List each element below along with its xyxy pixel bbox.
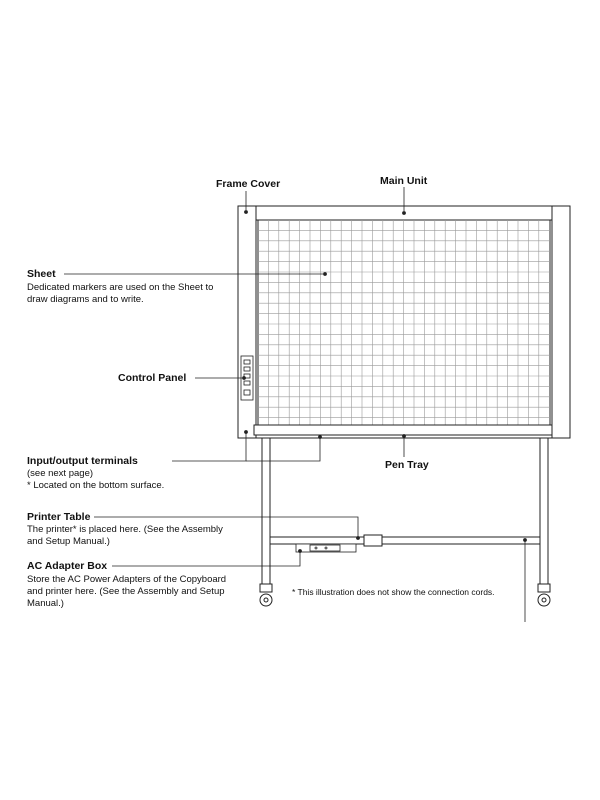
printer-table-description-line-2: and Setup Manual.) xyxy=(27,536,110,547)
printer-table-description-line-1: The printer* is placed here. (See the Assembly xyxy=(27,524,223,535)
ac-adapter-box-description-line-2: and printer here. (See the Assembly and Setup xyxy=(27,586,225,597)
pen-tray-label: Pen Tray xyxy=(385,459,429,471)
frame-cover-label: Frame Cover xyxy=(216,178,281,190)
printer-table-label: Printer Table xyxy=(27,511,91,523)
sheet-label: Sheet xyxy=(27,268,56,280)
control-panel-label: Control Panel xyxy=(118,372,187,384)
ac-adapter-box-description-line-3: Manual.) xyxy=(27,598,64,609)
main-unit-label: Main Unit xyxy=(380,175,428,187)
ac-adapter-box-description-line-1: Store the AC Power Adapters of the Copyboard xyxy=(27,574,227,585)
right-frame-post xyxy=(552,206,570,438)
sheet-grid xyxy=(258,220,550,434)
illustration-note: * This illustration does not show the connection cords. xyxy=(292,587,495,597)
frame-cover xyxy=(238,206,256,438)
sheet-description-line-1: Dedicated markers are used on the Sheet to xyxy=(27,282,214,293)
ac-adapter-box xyxy=(296,544,356,552)
io-terminals-label: Input/output terminals xyxy=(27,455,138,467)
io-terminals-description-line-2: * Located on the bottom surface. xyxy=(27,480,165,491)
sheet-description-line-2: draw diagrams and to write. xyxy=(27,294,144,305)
ac-adapter-box-label: AC Adapter Box xyxy=(27,560,108,572)
io-terminals-description-line-1: (see next page) xyxy=(27,468,94,479)
